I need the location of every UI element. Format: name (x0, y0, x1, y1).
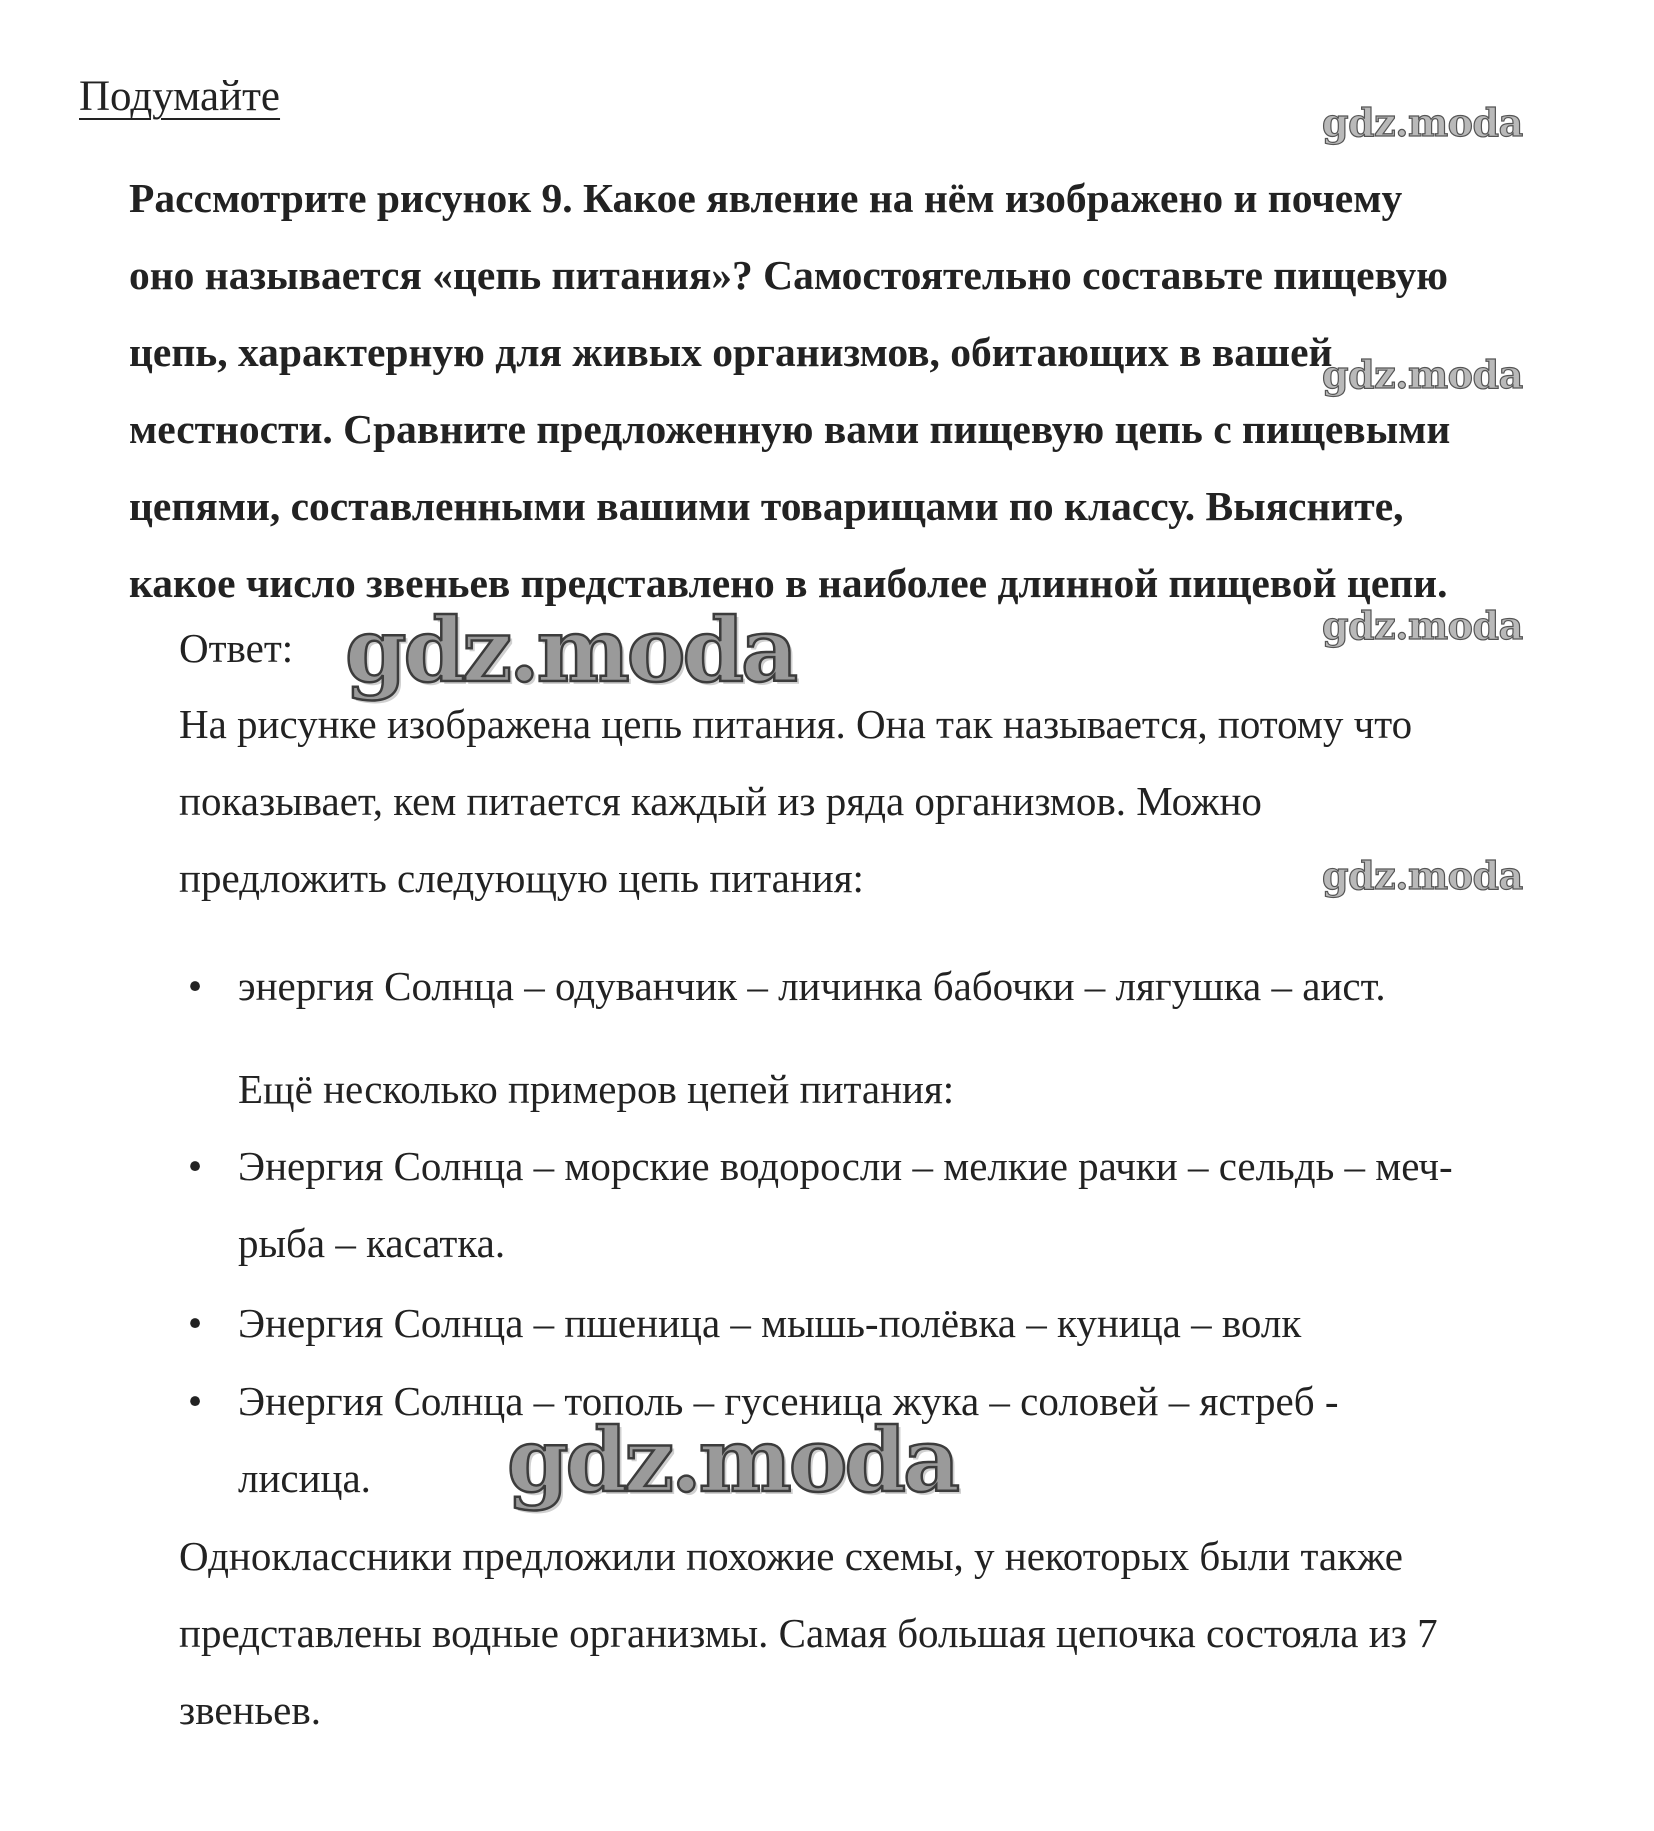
question-line: цепь, характерную для живых организмов, обитающих в вашей (129, 329, 1333, 375)
watermark-logo: gdz.moda (1322, 100, 1523, 145)
bullet-icon: • (187, 1378, 203, 1424)
section-heading: Подумайте (79, 73, 281, 120)
food-chain-line: Энергия Солнца – тополь – гусеница жука – соловей – ястреб - (238, 1378, 1339, 1424)
question-line: местности. Сравните предложенную вами пищевую цепь с пищевыми (129, 406, 1451, 452)
question-line: Рассмотрите рисунок 9. Какое явление на нём изображено и почему (129, 175, 1403, 221)
conclusion-line: представлены водные организмы. Самая большая цепочка состояла из 7 (179, 1610, 1438, 1656)
question-line: цепями, составленными вашими товарищами по классу. Выясните, (129, 483, 1404, 529)
answer-intro-line: показывает, кем питается каждый из ряда организмов. Можно (179, 778, 1262, 824)
conclusion-line: звеньев. (179, 1687, 321, 1733)
food-chain-line: Энергия Солнца – морские водоросли – мелкие рачки – сельдь – меч- (238, 1143, 1453, 1189)
bullet-icon: • (187, 1300, 203, 1346)
watermark-logo: gdz.moda (1322, 352, 1523, 397)
answer-intro (179, 686, 1412, 917)
food-chain-item (187, 1128, 1453, 1282)
food-chain-item (187, 948, 1386, 1025)
answer-label: Ответ: (179, 625, 294, 671)
food-chain-line: рыба – касатка. (238, 1220, 506, 1266)
watermark-logo: gdz.moda (1322, 603, 1523, 648)
answer-intro-line: На рисунке изображена цепь питания. Она так называется, потому что (179, 701, 1413, 747)
watermark-logo: gdz.moda (1322, 853, 1523, 898)
food-chain-line: лисица. (238, 1455, 371, 1501)
watermark-logo-large: gdz.moda (507, 1408, 958, 1512)
question-line: оно называется «цепь питания»? Самостоятельно составьте пищевую (129, 252, 1449, 298)
bullet-icon: • (187, 1143, 203, 1189)
conclusion-line: Одноклассники предложили похожие схемы, у некоторых были также (179, 1533, 1403, 1579)
question-line: какое число звеньев представлено в наиболее длинной пищевой цепи. (129, 560, 1448, 606)
more-examples-label: Ещё несколько примеров цепей питания: (238, 1066, 955, 1112)
answer-intro-line: предложить следующую цепь питания: (179, 855, 864, 901)
conclusion-paragraph (179, 1518, 1438, 1749)
food-chain-text: энергия Солнца – одуванчик – личинка бабочки – лягушка – аист. (238, 963, 1386, 1009)
watermark-logo-large: gdz.moda (345, 598, 796, 702)
bullet-icon: • (187, 963, 203, 1009)
food-chain-item (187, 1285, 1302, 1362)
food-chain-line: Энергия Солнца – пшеница – мышь-полёвка – куница – волк (238, 1300, 1302, 1346)
